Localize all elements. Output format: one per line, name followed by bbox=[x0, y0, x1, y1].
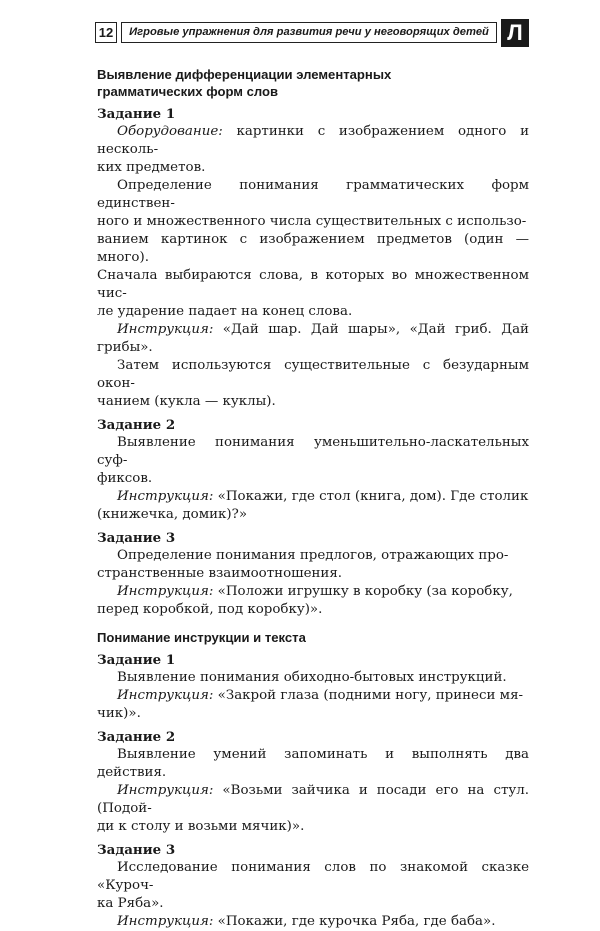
paragraph-lead: Инструкция: bbox=[117, 914, 214, 929]
paragraph-line: перед коробкой, под коробку)». bbox=[97, 602, 323, 617]
text-paragraph bbox=[97, 434, 529, 488]
task-title: Задание 3 bbox=[97, 842, 176, 858]
paragraph-lead: Инструкция: bbox=[117, 489, 214, 504]
paragraph-line: ких предметов. bbox=[97, 160, 206, 175]
paragraph-lead: Инструкция: bbox=[117, 688, 214, 703]
paragraph-line: «Положи игрушку в коробку (за коробку, bbox=[217, 584, 513, 599]
paragraph-line: картинки с изображением одного и несколь- bbox=[97, 124, 530, 157]
paragraph-line: «Покажи, где курочка Ряба, где баба». bbox=[217, 914, 496, 929]
page-body bbox=[97, 66, 529, 931]
running-title: Игровые упражнения для развития речи у неговорящих детей bbox=[121, 22, 497, 43]
text-paragraph bbox=[97, 357, 529, 411]
paragraph-lead: Оборудование: bbox=[117, 124, 223, 139]
text-paragraph bbox=[97, 547, 529, 583]
page-number: 12 bbox=[95, 22, 117, 43]
instruction-paragraph bbox=[97, 782, 529, 836]
paragraph-line: Выявление умений запоминать и выполнять два действия. bbox=[97, 747, 529, 780]
text-paragraph bbox=[97, 746, 529, 782]
paragraph-line: Исследование понимания слов по знакомой сказке «Куроч- bbox=[97, 860, 529, 893]
text-paragraph bbox=[97, 177, 529, 321]
instruction-paragraph bbox=[97, 687, 529, 723]
text-paragraph bbox=[97, 669, 529, 687]
section-title bbox=[97, 629, 529, 646]
text-paragraph bbox=[97, 859, 529, 913]
instruction-paragraph bbox=[97, 488, 529, 524]
paragraph-lead: Инструкция: bbox=[117, 322, 214, 337]
paragraph-line: «Возьми зайчика и посади его на стул. (Подой- bbox=[97, 783, 529, 816]
section-title-line: Выявление дифференциации элементарных bbox=[97, 67, 392, 82]
paragraph-line: Сначала выбираются слова, в которых во множественном чис- bbox=[97, 268, 529, 301]
paragraph-line: «Дай шар. Дай шары», «Дай гриб. Дай грибы». bbox=[97, 322, 529, 355]
paragraph-line: Определение понимания предлогов, отражающих про- bbox=[117, 548, 509, 563]
chapter-mark: Л bbox=[501, 19, 529, 47]
paragraph-line: «Покажи, где стол (книга, дом). Где столик bbox=[217, 489, 529, 504]
task-title: Задание 1 bbox=[97, 106, 176, 122]
paragraph-lead: Инструкция: bbox=[117, 783, 214, 798]
paragraph-line: ванием картинок с изображением предметов (один — много). bbox=[97, 232, 529, 265]
instruction-paragraph bbox=[97, 583, 529, 619]
section-title-line: Понимание инструкции и текста bbox=[97, 630, 306, 645]
paragraph-line: Выявление понимания обиходно-бытовых инструкций. bbox=[117, 670, 507, 685]
paragraph-line: Определение понимания грамматических форм единствен- bbox=[97, 178, 529, 211]
paragraph-line: чанием (кукла — куклы). bbox=[97, 394, 276, 409]
paragraph-line: Выявление понимания уменьшительно-ласкательных суф- bbox=[97, 435, 529, 468]
task-title: Задание 2 bbox=[97, 417, 176, 433]
paragraph-line: фиксов. bbox=[97, 471, 153, 486]
instruction-paragraph bbox=[97, 123, 529, 177]
paragraph-line: ди к столу и возьми мячик)». bbox=[97, 819, 305, 834]
paragraph-lead: Инструкция: bbox=[117, 584, 214, 599]
section-title-line: грамматических форм слов bbox=[97, 84, 279, 99]
paragraph-line: ле ударение падает на конец слова. bbox=[97, 304, 353, 319]
instruction-paragraph bbox=[97, 321, 529, 357]
paragraph-line: ка Ряба». bbox=[97, 896, 164, 911]
task-title: Задание 1 bbox=[97, 652, 176, 668]
section-title bbox=[97, 66, 529, 100]
paragraph-line: чик)». bbox=[97, 706, 141, 721]
task-title: Задание 3 bbox=[97, 530, 176, 546]
task-title: Задание 2 bbox=[97, 729, 176, 745]
page-header bbox=[95, 19, 530, 51]
paragraph-line: Затем используются существительные с безударным окон- bbox=[97, 358, 529, 391]
instruction-paragraph bbox=[97, 913, 529, 931]
paragraph-line: «Закрой глаза (подними ногу, принеси мя- bbox=[217, 688, 524, 703]
paragraph-line: ного и множественного числа существительных с использо- bbox=[97, 214, 527, 229]
paragraph-line: странственные взаимоотношения. bbox=[97, 566, 343, 581]
paragraph-line: (книжечка, домик)?» bbox=[97, 507, 248, 522]
